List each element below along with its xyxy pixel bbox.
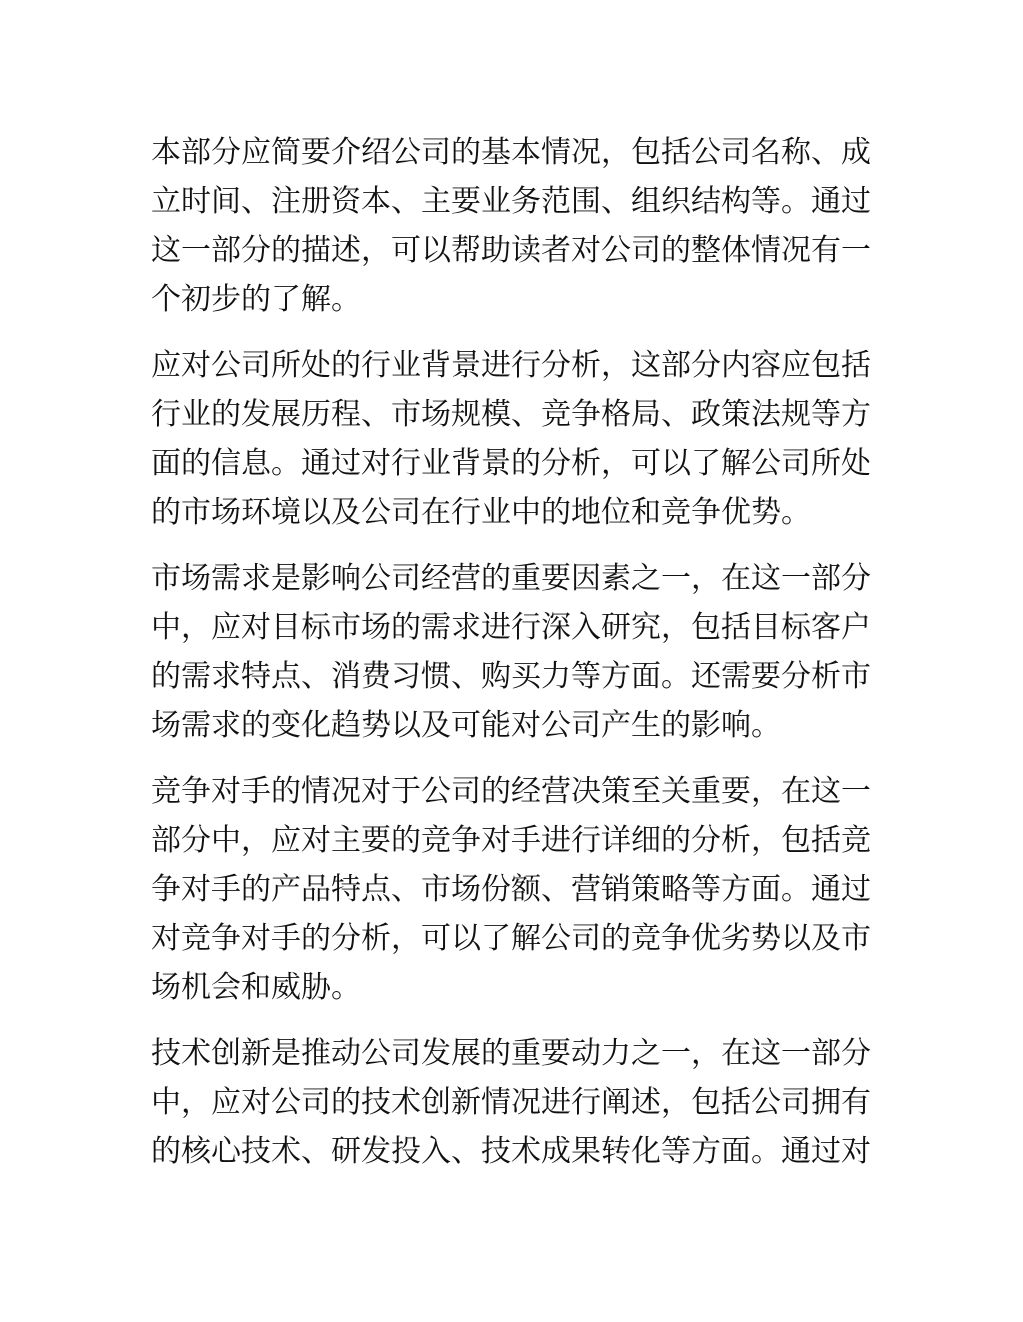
text-line: 的需求特点、消费习惯、购买力等方面。还需要分析市 bbox=[151, 659, 871, 694]
text-line: 场机会和威胁。 bbox=[151, 970, 361, 1005]
text-line: 场需求的变化趋势以及可能对公司产生的影响。 bbox=[151, 708, 781, 743]
paragraph-competitors bbox=[151, 767, 871, 1012]
text-line: 的核心技术、研发投入、技术成果转化等方面。通过对 bbox=[151, 1134, 871, 1169]
paragraph-market-demand bbox=[151, 554, 871, 750]
text-line: 竞争对手的情况对于公司的经营决策至关重要，在这一 bbox=[151, 774, 871, 809]
text-line: 部分中，应对主要的竞争对手进行详细的分析，包括竞 bbox=[151, 823, 871, 858]
text-line: 面的信息。通过对行业背景的分析，可以了解公司所处 bbox=[151, 446, 871, 481]
paragraph-industry-background bbox=[151, 341, 871, 537]
document-body bbox=[151, 128, 871, 1193]
text-line: 市场需求是影响公司经营的重要因素之一，在这一部分 bbox=[151, 561, 871, 596]
text-line: 中，应对目标市场的需求进行深入研究，包括目标客户 bbox=[151, 610, 871, 645]
text-line: 对竞争对手的分析，可以了解公司的竞争优劣势以及市 bbox=[151, 921, 871, 956]
paragraph-technology-innovation bbox=[151, 1029, 871, 1176]
text-line: 应对公司所处的行业背景进行分析，这部分内容应包括 bbox=[151, 348, 871, 383]
text-line: 立时间、注册资本、主要业务范围、组织结构等。通过 bbox=[151, 184, 871, 219]
text-line: 本部分应简要介绍公司的基本情况，包括公司名称、成 bbox=[151, 135, 871, 170]
text-line: 这一部分的描述，可以帮助读者对公司的整体情况有一 bbox=[151, 233, 871, 268]
text-line: 争对手的产品特点、市场份额、营销策略等方面。通过 bbox=[151, 872, 871, 907]
paragraph-company-overview bbox=[151, 128, 871, 324]
text-line: 中，应对公司的技术创新情况进行阐述，包括公司拥有 bbox=[151, 1085, 871, 1120]
text-line: 技术创新是推动公司发展的重要动力之一，在这一部分 bbox=[151, 1036, 871, 1071]
text-line: 行业的发展历程、市场规模、竞争格局、政策法规等方 bbox=[151, 397, 871, 432]
text-line: 个初步的了解。 bbox=[151, 282, 361, 317]
text-line: 的市场环境以及公司在行业中的地位和竞争优势。 bbox=[151, 495, 811, 530]
